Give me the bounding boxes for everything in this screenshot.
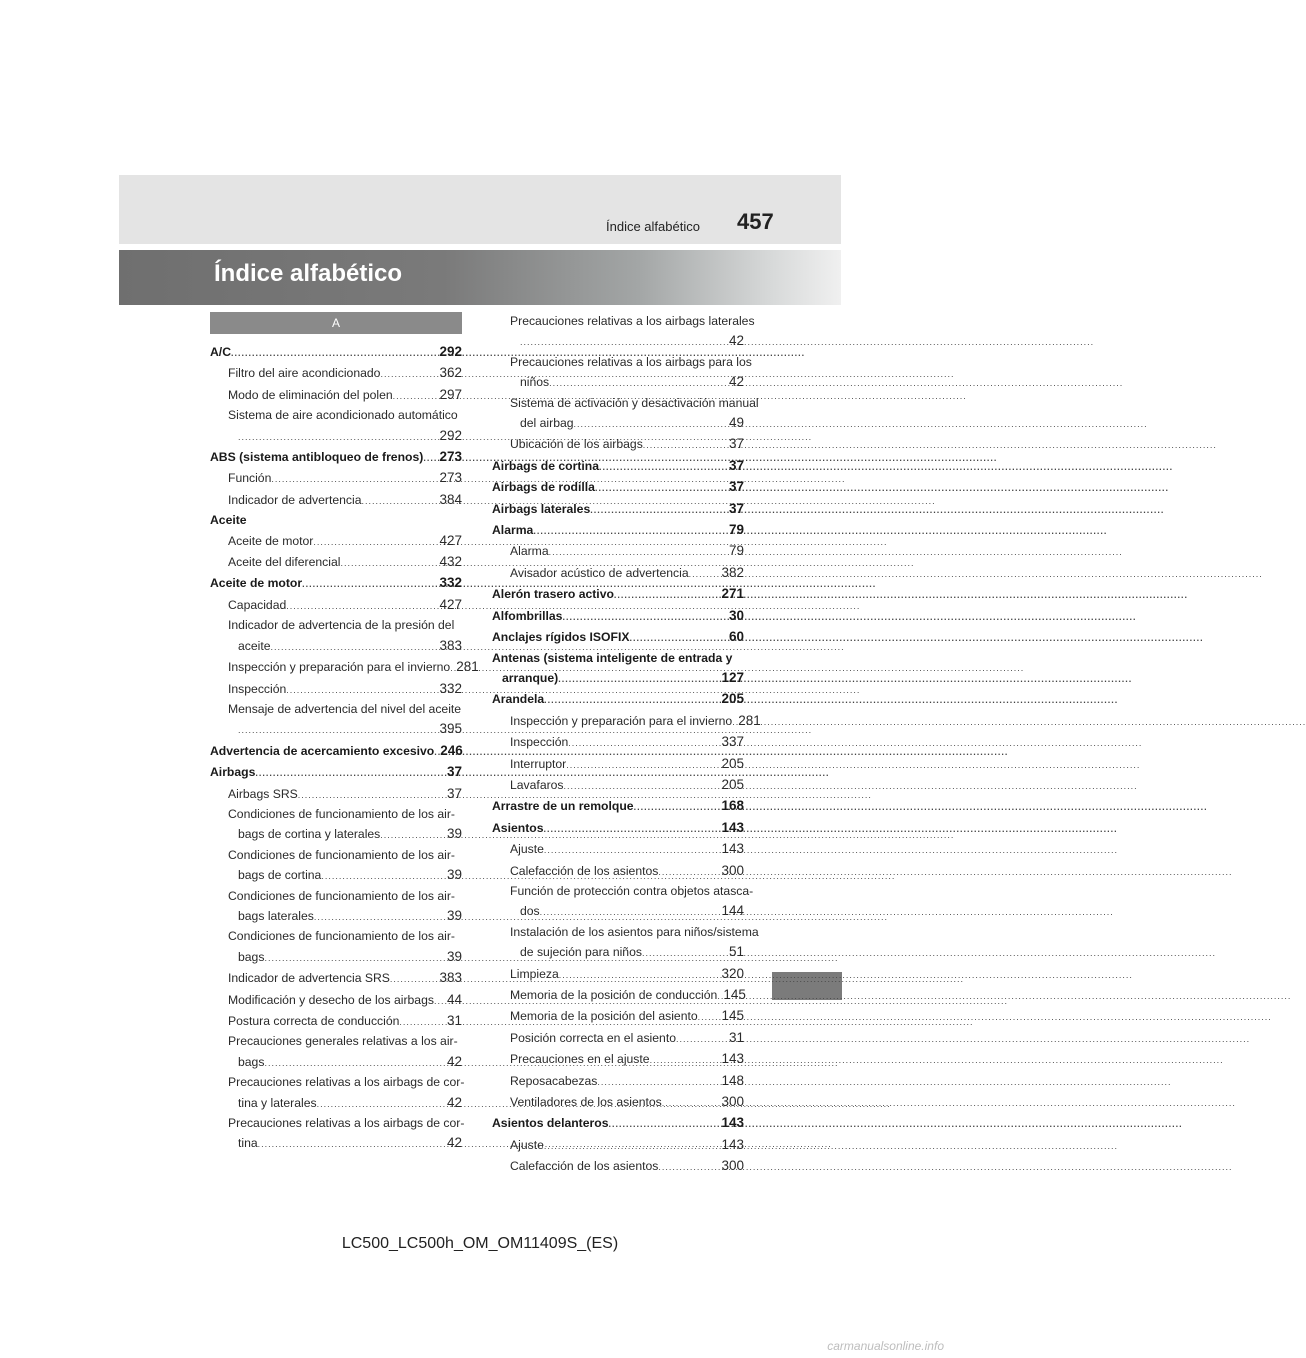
- leader-dots: [380, 364, 437, 384]
- leader-dots: [238, 720, 437, 740]
- leader-dots: [544, 840, 720, 860]
- leader-dots: [314, 907, 445, 927]
- leader-dots: [609, 1114, 720, 1134]
- index-list-right: [492, 312, 761, 1178]
- entry-label: ABS (sistema antibloqueo de frenos): [210, 450, 424, 465]
- leader-dots: [599, 457, 727, 477]
- entry-page-number: 297: [439, 386, 462, 402]
- entry-label: Inspección y preparación para el invierno: [228, 660, 451, 675]
- entry-label: Postura correcta de conducción: [228, 1014, 400, 1028]
- index-subentry: [492, 882, 754, 923]
- index-subentry: [492, 775, 744, 796]
- entry-page-number: 281: [456, 659, 479, 675]
- entry-label: Modo de eliminación del polen: [228, 387, 393, 402]
- entry-page-number: 143: [721, 841, 744, 857]
- letter-heading: A: [210, 312, 462, 334]
- entry-label: Precauciones relativas a los airbags laterales: [510, 314, 755, 328]
- leader-dots: [231, 343, 437, 363]
- index-subentry: [210, 679, 462, 700]
- leader-dots: [393, 386, 438, 406]
- entry-label: Precauciones relativas a los airbags para los: [510, 354, 752, 369]
- leader-dots: [642, 943, 727, 963]
- entry-label: Airbags: [210, 765, 256, 780]
- entry-label: Indicador de advertencia de la presión del: [228, 618, 455, 633]
- entry-label: Inspección y preparación para el invierno: [510, 713, 733, 728]
- index-entry: [492, 796, 744, 817]
- entry-page-number: 292: [439, 427, 462, 443]
- index-subentry: [210, 657, 479, 678]
- index-entry: [492, 649, 744, 690]
- entry-label: Alarma: [492, 523, 534, 538]
- entry-label: Precauciones en el ajuste: [510, 1052, 650, 1067]
- index-entry: [210, 573, 462, 594]
- entry-label: Filtro del aire acondicionado: [228, 366, 381, 381]
- entry-page-number: 246: [440, 742, 463, 758]
- index-subentry: [492, 541, 744, 562]
- entry-label: Arrastre de un remolque: [492, 799, 634, 814]
- entry-label: Memoria de la posición del asiento: [510, 1009, 698, 1024]
- leader-dots: [562, 607, 727, 627]
- leader-dots: [658, 862, 719, 882]
- index-subentry: [492, 394, 759, 435]
- entry-label: Ajuste: [510, 842, 544, 857]
- entry-label: Condiciones de funcionamiento de los air-: [228, 806, 455, 821]
- leader-dots: [286, 680, 437, 700]
- index-subentry: [492, 754, 744, 775]
- leader-dots: [549, 542, 727, 562]
- entry-label: Sistema de aire acondicionado automático: [228, 408, 458, 423]
- index-subentry: [492, 1006, 744, 1027]
- entry-label: Aceite de motor: [210, 576, 303, 591]
- entry-page-number: 300: [721, 1158, 744, 1174]
- entry-page-number: 42: [728, 333, 744, 349]
- leader-dots: [614, 585, 720, 605]
- index-subentry: [492, 563, 744, 584]
- entry-page-number: 168: [721, 798, 744, 814]
- leader-dots: [590, 500, 727, 520]
- index-subentry: [492, 923, 759, 964]
- entry-label: Airbags laterales: [492, 501, 591, 516]
- entry-label: Capacidad: [228, 597, 287, 612]
- index-entry: [492, 818, 744, 839]
- index-entry: [210, 447, 462, 468]
- entry-label: Alfombrillas: [492, 608, 563, 623]
- entry-label: Función de protección contra objetos atasca-: [510, 883, 754, 898]
- index-entry: [492, 1113, 744, 1134]
- index-subentry: [210, 805, 462, 846]
- entry-page-number: 271: [721, 586, 744, 602]
- index-subentry: [210, 846, 462, 887]
- index-entry: [492, 477, 744, 498]
- leader-dots: [264, 1053, 445, 1073]
- leader-dots: [399, 1012, 445, 1032]
- entry-label-continued: aceite: [238, 638, 271, 653]
- entry-label-continued: dos: [520, 904, 540, 919]
- entry-label: Precauciones relativas a los airbags de cor-: [228, 1116, 465, 1131]
- leader-dots: [662, 1093, 720, 1113]
- entry-label: Airbags SRS: [228, 786, 298, 801]
- index-subentry: [210, 616, 462, 657]
- entry-label: Precauciones relativas a los airbags de cor-: [228, 1075, 465, 1090]
- entry-page-number: 432: [439, 554, 462, 570]
- leader-dots: [302, 574, 437, 594]
- leader-dots: [533, 521, 727, 541]
- entry-page-number: 382: [721, 564, 744, 580]
- entry-page-number: 143: [721, 1051, 744, 1067]
- entry-page-number: 51: [728, 944, 744, 960]
- header-band: [119, 175, 841, 244]
- index-subentry: [492, 353, 752, 394]
- index-entry: [210, 762, 462, 783]
- section-header: Índice alfabético: [606, 219, 700, 234]
- index-subentry: [210, 1114, 465, 1155]
- index-subentry: [210, 990, 462, 1011]
- entry-page-number: 145: [723, 987, 746, 1002]
- entry-label: Condiciones de funcionamiento de los air-: [228, 847, 455, 862]
- entry-label: Asientos: [492, 820, 544, 835]
- entry-page-number: 39: [446, 948, 462, 964]
- index-subentry: [492, 1135, 744, 1156]
- entry-page-number: 145: [721, 1008, 744, 1024]
- entry-label: Sistema de activación y desactivación manual: [510, 395, 759, 410]
- entry-label: Memoria de la posición de conducción: [510, 988, 718, 1002]
- entry-label-continued: tina y laterales: [238, 1095, 317, 1110]
- entry-page-number: 37: [446, 785, 462, 801]
- index-subentry: [492, 861, 744, 882]
- entry-label: Alerón trasero activo: [492, 587, 614, 602]
- entry-label-continued: niños: [520, 375, 550, 390]
- leader-dots: [286, 596, 437, 616]
- entry-label-continued: tina: [238, 1136, 258, 1151]
- footer-doc-code: LC500_LC500h_OM_OM11409S_(ES): [341, 1235, 619, 1252]
- entry-label: Ajuste: [510, 1137, 544, 1152]
- leader-dots: [650, 1050, 720, 1070]
- entry-page-number: 37: [728, 436, 744, 452]
- leader-dots: [549, 373, 727, 393]
- leader-dots: [698, 1007, 720, 1027]
- leader-dots: [595, 478, 727, 498]
- leader-dots: [568, 733, 719, 753]
- index-entry: [492, 584, 744, 605]
- index-column-left: [210, 312, 479, 1155]
- index-column-right: [492, 312, 761, 1178]
- entry-label: Posición correcta en el asiento: [510, 1030, 676, 1045]
- leader-dots: [634, 797, 720, 817]
- entry-page-number: 205: [721, 691, 744, 707]
- entry-label: Indicador de advertencia SRS: [228, 971, 390, 986]
- entry-page-number: 300: [721, 1094, 744, 1110]
- entry-page-number: 39: [446, 826, 462, 842]
- entry-page-number: 205: [721, 776, 744, 792]
- entry-label: Reposacabezas: [510, 1073, 598, 1088]
- entry-page-number: 383: [439, 637, 462, 653]
- leader-dots: [597, 1072, 719, 1092]
- entry-label-continued: bags laterales: [238, 908, 314, 923]
- entry-label: Calefacción de los asientos: [510, 863, 659, 878]
- index-subentry: [210, 1032, 462, 1073]
- entry-page-number: 127: [721, 669, 744, 685]
- entry-page-number: 143: [721, 819, 744, 835]
- entry-label: Alarma: [510, 544, 549, 559]
- index-subentry: [492, 434, 744, 455]
- entry-label: Ubicación de los airbags: [510, 437, 643, 452]
- entry-page-number: 44: [446, 991, 462, 1007]
- index-subentry: [492, 732, 744, 753]
- index-subentry: [210, 968, 462, 989]
- index-subentry: [210, 531, 462, 552]
- entry-page-number: 31: [446, 1013, 462, 1028]
- entry-page-number: 292: [439, 344, 462, 359]
- index-subentry: [210, 363, 462, 384]
- leader-dots: [298, 785, 445, 805]
- leader-dots: [629, 628, 726, 648]
- index-subentry: [492, 1071, 744, 1092]
- leader-dots: [566, 755, 719, 775]
- entry-label: Antenas (sistema inteligente de entrada y: [492, 650, 733, 665]
- leader-dots: [238, 427, 437, 447]
- entry-page-number: 37: [728, 500, 744, 516]
- leader-dots: [520, 332, 727, 352]
- index-subentry: [492, 312, 755, 353]
- entry-page-number: 337: [721, 734, 744, 750]
- index-subentry: [492, 1028, 744, 1049]
- entry-label-continued: de sujeción para niños: [520, 945, 642, 960]
- entry-label: Aceite del diferencial: [228, 555, 341, 570]
- entry-page-number: 37: [728, 457, 744, 473]
- index-subentry: [210, 784, 462, 805]
- index-entry: [492, 456, 744, 477]
- entry-label: Asientos delanteros: [492, 1116, 609, 1131]
- entry-page-number: 49: [728, 415, 744, 431]
- entry-label: Anclajes rígidos ISOFIX: [492, 630, 630, 645]
- leader-dots: [676, 1029, 727, 1049]
- leader-dots: [559, 965, 720, 985]
- entry-label-continued: bags de cortina: [238, 868, 322, 883]
- leader-dots: [574, 414, 727, 434]
- entry-label: Condiciones de funcionamiento de los air-: [228, 888, 455, 903]
- index-entry: [492, 627, 744, 648]
- entry-label-continued: bags: [238, 949, 265, 964]
- entry-page-number: 42: [728, 374, 744, 390]
- entry-label: Lavafaros: [510, 777, 564, 792]
- leader-dots: [390, 969, 438, 989]
- entry-page-number: 384: [439, 491, 462, 507]
- index-subentry: [210, 595, 462, 616]
- entry-page-number: 148: [721, 1072, 744, 1088]
- entry-page-number: 332: [439, 680, 462, 696]
- entry-label: Aceite: [210, 513, 247, 528]
- entry-page-number: 30: [728, 607, 744, 623]
- leader-dots: [264, 948, 445, 968]
- entry-page-number: 205: [721, 755, 744, 771]
- leader-dots: [540, 902, 720, 922]
- entry-label: Arandela: [492, 692, 545, 707]
- entry-label: Airbags de cortina: [492, 458, 600, 473]
- leader-dots: [689, 564, 720, 584]
- leader-dots: [340, 553, 437, 573]
- leader-dots: [544, 1136, 720, 1156]
- index-entry: [492, 520, 744, 541]
- entry-page-number: 273: [439, 470, 462, 486]
- entry-label: Condiciones de funcionamiento de los air-: [228, 929, 455, 944]
- index-subentry: [210, 927, 462, 968]
- entry-page-number: 273: [439, 449, 462, 465]
- index-entry: [492, 606, 744, 627]
- leader-dots: [380, 825, 445, 845]
- entry-label: A/C: [210, 345, 231, 359]
- entry-label-continued: arranque): [502, 670, 559, 685]
- leader-dots: [321, 866, 445, 886]
- leader-dots: [258, 1134, 445, 1154]
- index-subentry: [492, 964, 744, 985]
- index-entry: [210, 741, 462, 762]
- entry-label: Ventiladores de los asientos: [510, 1095, 662, 1110]
- index-subentry: [210, 490, 462, 511]
- leader-dots: [434, 991, 445, 1011]
- entry-page-number: 42: [446, 1094, 462, 1110]
- entry-page-number: 144: [721, 903, 744, 919]
- index-subentry: [492, 985, 744, 1006]
- entry-label-continued: del airbag: [520, 416, 574, 431]
- entry-label: Interruptor: [510, 756, 567, 771]
- entry-page-number: 332: [439, 575, 462, 591]
- index-entry: [210, 511, 462, 530]
- entry-label: Inspección: [510, 735, 569, 750]
- leader-dots: [543, 819, 719, 839]
- entry-page-number: 320: [721, 965, 744, 981]
- leader-dots: [558, 669, 719, 689]
- entry-label: Limpieza: [510, 966, 559, 981]
- entry-label: Calefacción de los asientos: [510, 1159, 659, 1174]
- leader-dots: [544, 690, 719, 710]
- index-entry: [492, 499, 744, 520]
- leader-dots: [643, 435, 727, 455]
- index-subentry: [210, 1011, 462, 1032]
- index-list-left: [210, 342, 479, 1155]
- entry-page-number: 395: [439, 721, 462, 737]
- leader-dots: [313, 532, 437, 552]
- entry-page-number: 427: [439, 532, 462, 548]
- entry-label-continued: bags de cortina y laterales: [238, 827, 381, 842]
- entry-label: Indicador de advertencia: [228, 492, 362, 507]
- index-subentry: [492, 839, 744, 860]
- entry-label: Airbags de rodilla: [492, 480, 595, 495]
- entry-page-number: 79: [728, 543, 744, 559]
- index-subentry: [210, 406, 462, 447]
- leader-dots: [255, 763, 445, 783]
- entry-label: Aceite de motor: [228, 533, 314, 548]
- entry-label: Avisador acústico de advertencia: [510, 565, 689, 580]
- index-subentry: [492, 711, 761, 732]
- entry-label: Modificación y desecho de los airbags: [228, 992, 434, 1007]
- index-subentry: [492, 1092, 744, 1113]
- entry-page-number: 143: [721, 1136, 744, 1152]
- entry-label: Instalación de los asientos para niños/sistema: [510, 924, 759, 939]
- leader-dots: [271, 469, 437, 489]
- index-subentry: [210, 468, 462, 489]
- index-subentry: [210, 887, 462, 928]
- leader-dots: [423, 448, 437, 468]
- entry-page-number: 39: [446, 907, 462, 923]
- index-subentry: [492, 1156, 744, 1177]
- entry-page-number: 42: [446, 1135, 462, 1151]
- entry-page-number: 362: [439, 365, 462, 381]
- entry-label-continued: bags: [238, 1054, 265, 1069]
- entry-label: Mensaje de advertencia del nivel del aceite: [228, 701, 462, 716]
- page-title: Índice alfabético: [214, 260, 403, 287]
- leader-dots: [271, 637, 438, 657]
- entry-page-number: 281: [738, 712, 761, 728]
- entry-page-number: 427: [439, 596, 462, 612]
- entry-label: Advertencia de acercamiento excesivo: [210, 743, 435, 758]
- entry-page-number: 37: [446, 764, 462, 780]
- entry-label: Inspección: [228, 681, 287, 696]
- page-number: 457: [737, 209, 774, 234]
- index-subentry: [210, 700, 462, 741]
- index-entry: [492, 689, 744, 710]
- watermark: carmanualsonline.info: [827, 1339, 944, 1353]
- entry-page-number: 42: [446, 1053, 462, 1069]
- entry-label: Precauciones generales relativas a los air-: [228, 1034, 458, 1049]
- entry-page-number: 60: [728, 629, 744, 645]
- leader-dots: [564, 776, 720, 796]
- index-subentry: [210, 385, 462, 406]
- entry-page-number: 79: [728, 522, 744, 538]
- entry-page-number: 37: [728, 479, 744, 495]
- entry-page-number: 39: [446, 867, 462, 883]
- leader-dots: [658, 1157, 719, 1177]
- entry-page-number: 143: [721, 1115, 744, 1131]
- entry-page-number: 300: [721, 862, 744, 878]
- leader-dots: [317, 1094, 445, 1114]
- entry-page-number: 31: [728, 1029, 744, 1045]
- index-subentry: [210, 1073, 465, 1114]
- entry-label: Función: [228, 471, 272, 486]
- index-entry: [210, 342, 462, 363]
- entry-page-number: 383: [439, 970, 462, 986]
- leader-dots: [361, 491, 437, 511]
- index-subentry: [210, 552, 462, 573]
- index-subentry: [492, 1049, 744, 1070]
